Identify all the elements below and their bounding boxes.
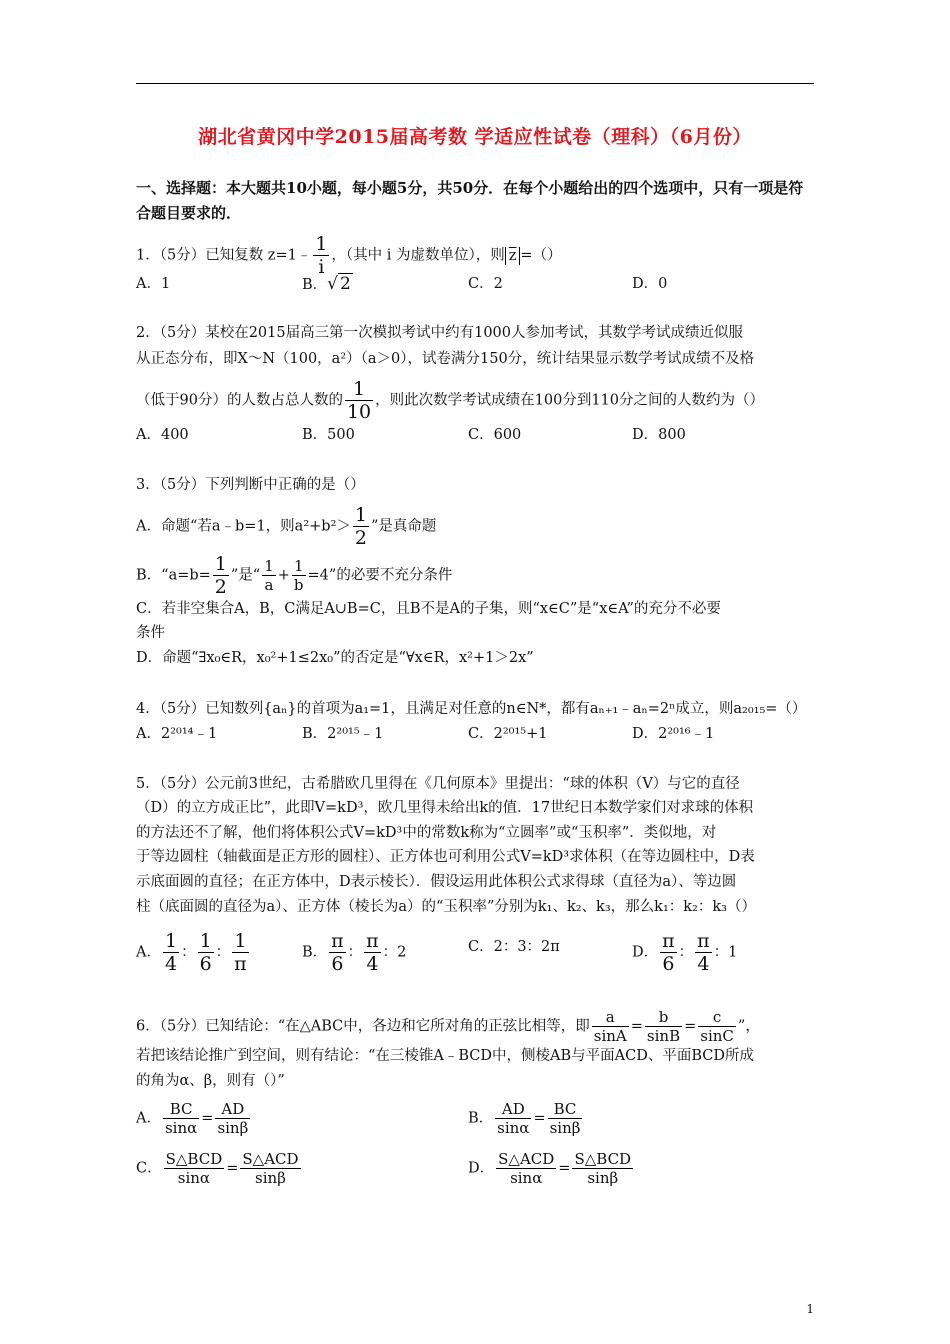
q5-line-2: （D）的立方成正比”，此即V=kD³，欧几里得未给出k的值．17世纪日本数学家们对求球的体积 xyxy=(136,800,754,816)
q2-option-d: D．800 xyxy=(632,427,686,443)
q3-option-a: A．命题“若a﹣b=1，则a²+b²＞ $\frac{1}{2}$ ”是真命题 xyxy=(136,504,437,549)
q2-fraction: $\frac{1}{10}$ xyxy=(346,378,372,423)
q1-option-d: D．0 xyxy=(632,276,668,292)
q5-option-d: D． $\frac{\pi}{6}$ ： $\frac{\pi}{4}$ ：1 xyxy=(632,930,738,975)
q1-option-b: B．√ 2 xyxy=(302,274,351,294)
q3-option-c-line-1: C．若非空集合A，B，C满足A∪B=C，且B不是A的子集，则“x∈C”是“x∈A”的充分不必要 xyxy=(136,601,721,617)
q2-option-b: B．500 xyxy=(302,427,355,443)
q5-option-a: A． $\frac{1}{4}$ ： $\frac{1}{6}$ ： $\frac{1}{\pi}$ xyxy=(136,930,247,975)
q2-line-1: 2．（5分）某校在2015届高三第一次模拟考试中约有1000人参加考试，其数学考试成绩近似服 xyxy=(136,325,744,341)
q1-fraction: $\frac{1}{i}$ xyxy=(315,233,328,278)
section-heading: 一、选择题：本大题共10小题，每小题5分，共50分．在每个小题给出的四个选项中，只有一项是符合题目要求的． xyxy=(136,179,804,222)
q4-option-b: B．2²⁰¹⁵﹣1 xyxy=(302,726,384,742)
q3-stem: 3．（5分）下列判断中正确的是（） xyxy=(136,477,365,493)
q2-option-a: A．400 xyxy=(136,427,189,443)
q4-option-d: D．2²⁰¹⁶﹣1 xyxy=(632,726,715,742)
q5-option-c: C．2：3：2π xyxy=(468,939,560,955)
q5-line-3: 的方法还不了解，他们将体积公式V=kD³中的常数k称为“立圆率”或“玉积率”．类似地，对 xyxy=(136,825,717,841)
q6-option-b: B． $\frac{AD}{\sin\alpha}$ = $\frac{BC}{\sin\beta}$ xyxy=(468,1100,581,1137)
page-number: 1 xyxy=(806,1302,814,1316)
exam-title: 湖北省黄冈中学2015届高考数 学适应性试卷（理科）（6月份） xyxy=(198,126,752,148)
q6-option-d: D． $\frac{\text{S△ACD}}{\sin\alpha}$ = $\frac{\text{S△BCD}}{\sin\beta}$ xyxy=(468,1150,632,1187)
question-1: 1．（5分）已知复数 z=1﹣ $\frac{1}{i}$ ，（其中 i 为虚数单位），则 $\overline{z}$ =（） xyxy=(136,233,562,278)
q2-line-3: （低于90分）的人数占总人数的 $\frac{1}{10}$ ，则此次数学考试成绩在100分到110分之间的人数约为（） xyxy=(136,378,764,423)
q1-modulus: $\overline{z}$ xyxy=(505,247,521,265)
q5-line-4: 于等边圆柱（轴截面是正方形的圆柱）、正方体也可利用公式V=kD³求体积（在等边圆柱中，D表 xyxy=(136,849,755,865)
q3-option-c-line-2: 条件 xyxy=(136,625,165,641)
q5-option-b: B． $\frac{\pi}{6}$ ： $\frac{\pi}{4}$ ：2 xyxy=(302,930,407,975)
header-rule xyxy=(136,83,814,84)
q6-option-c: C． $\frac{\text{S△BCD}}{\sin\alpha}$ = $\frac{\text{S△ACD}}{\sin\beta}$ xyxy=(136,1150,299,1187)
q4-option-c: C．2²⁰¹⁵+1 xyxy=(468,726,548,742)
q3-option-b: B．“a=b= $\frac{1}{2}$ ”是“ $\frac{1}{a}$ + $\frac{1}{b}$ =4”的必要不充分条件 xyxy=(136,553,453,598)
q6-line-2: 若把该结论推广到空间，则有结论：“在三棱锥A﹣BCD中，侧棱AB与平面ACD、平面BCD所成 xyxy=(136,1048,754,1064)
q1-option-a: A．1 xyxy=(136,276,171,292)
q2-line-2: 从正态分布，即X～N（100，a²）（a＞0），试卷满分150分，统计结果显示数学考试成绩不及格 xyxy=(136,351,755,367)
q5-line-5: 示底面圆的直径；在正方体中，D表示棱长）．假设运用此体积公式求得球（直径为a）、等边圆 xyxy=(136,874,737,890)
q6-option-a: A． $\frac{BC}{\sin\alpha}$ = $\frac{AD}{\sin\beta}$ xyxy=(136,1100,249,1137)
q6-line-1: 6．（5分）已知结论：“在△ABC中，各边和它所对角的正弦比相等，即 $\frac{a}{\sin A}$ = $\frac{b}{\sin B}$ = $\frac{c}{\sin C}$ ”， xyxy=(136,1008,760,1045)
q6-line-3: 的角为α、β，则有（）” xyxy=(136,1073,285,1089)
q4-stem: 4．（5分）已知数列{aₙ}的首项为a₁=1，且满足对任意的n∈N*，都有aₙ₊₁﹣aₙ=2ⁿ成立，则a₂₀₁₅=（） xyxy=(136,701,807,717)
q5-line-1: 5．（5分）公元前3世纪，古希腊欧几里得在《几何原本》里提出：“球的体积（V）与它的直径 xyxy=(136,776,740,792)
q1-option-c: C．2 xyxy=(468,276,503,292)
q5-line-6: 柱（底面圆的直径为a）、正方体（棱长为a）的“玉积率”分别为k₁、k₂、k₃，那么k₁：k₂：k₃（） xyxy=(136,899,756,915)
q1-prefix: 1．（5分）已知复数 z=1﹣ xyxy=(136,247,312,264)
sqrt-icon: √ 2 xyxy=(327,274,351,294)
q1-suffix: ，（其中 i 为虚数单位），则 xyxy=(331,247,505,264)
q2-option-c: C．600 xyxy=(468,427,522,443)
q4-option-a: A．2²⁰¹⁴﹣1 xyxy=(136,726,218,742)
q3-option-d: D．命题“∃x₀∈R，x₀²+1≤2x₀”的否定是“∀x∈R，x²+1＞2x” xyxy=(136,650,534,666)
